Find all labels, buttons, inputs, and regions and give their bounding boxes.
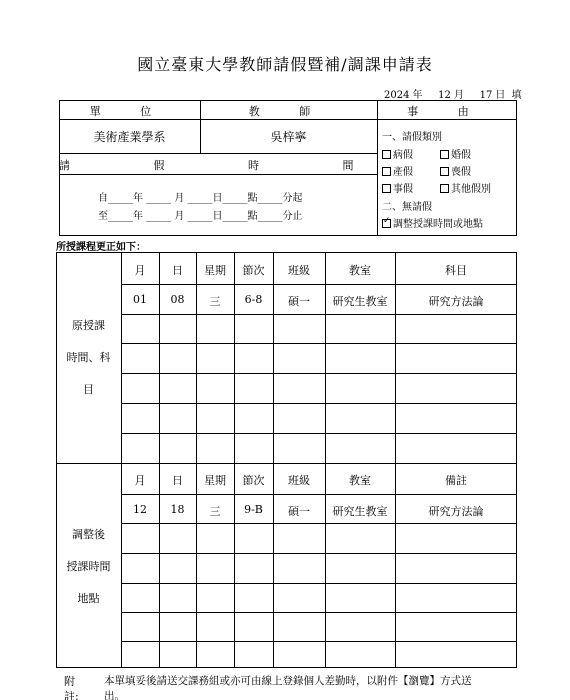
date-month-unit: 月 <box>453 90 464 101</box>
option-label: 事假 <box>393 184 413 195</box>
cell-class: 碩一 <box>288 505 310 518</box>
vline <box>325 252 326 668</box>
side-label-line: 調整後 <box>72 528 105 541</box>
option-marriage-leave[interactable] <box>440 146 471 161</box>
option-other-leave[interactable] <box>440 180 491 195</box>
vline <box>196 252 197 668</box>
adjusted-side-label <box>56 519 121 615</box>
hline <box>121 373 517 374</box>
hline <box>59 119 517 120</box>
cell-day: 18 <box>170 503 185 516</box>
checkbox[interactable] <box>440 167 449 176</box>
cell-month: 01 <box>133 293 147 306</box>
vline <box>121 252 122 668</box>
hline <box>121 494 517 495</box>
option-maternity-leave[interactable] <box>382 163 413 178</box>
cell-subject: 研究方法論 <box>428 295 484 308</box>
note-label-1: 附 <box>64 675 75 688</box>
hline <box>121 523 517 524</box>
side-label-line: 時間、科 <box>66 351 111 364</box>
checkbox[interactable] <box>440 150 449 159</box>
hline <box>121 433 517 434</box>
cell-weekday: 三 <box>209 505 221 518</box>
leave-category-heading: 一、請假類別 <box>382 132 442 143</box>
unit-value: 美術產業學系 <box>93 130 166 144</box>
note-text-1: 本單填妥後請送交課務組或亦可由線上登錄個人差勤時，以附件【瀏覽】方式送 <box>104 675 472 687</box>
checkbox[interactable] <box>382 184 391 193</box>
date-year-unit: 年 <box>412 90 423 101</box>
option-personal-leave[interactable] <box>382 180 413 195</box>
side-label-line: 原授課 <box>72 319 105 332</box>
hline <box>121 553 517 554</box>
cell-room: 研究生教室 <box>332 505 388 518</box>
cell-day: 08 <box>170 293 185 306</box>
teacher-value: 吳梓寧 <box>270 130 307 144</box>
col-header-class: 班級 <box>288 264 310 277</box>
hline <box>121 612 517 613</box>
note-text-2: 出。 <box>104 690 125 700</box>
option-label: 病假 <box>393 150 413 161</box>
option-sick-leave[interactable] <box>382 146 413 161</box>
hline <box>121 314 517 315</box>
vline <box>159 252 160 668</box>
changes-intro: 所授課程更正如下： <box>56 242 146 253</box>
form-title: 國立臺東大學教師請假暨補/調課申請表 <box>137 55 433 74</box>
side-label-line: 授課時間 <box>66 560 111 573</box>
original-side-label <box>56 310 121 406</box>
option-label: 其他假別 <box>451 184 491 195</box>
cell-period: 6-8 <box>244 293 263 306</box>
checkbox[interactable] <box>382 150 391 159</box>
option-label: 喪假 <box>451 167 471 178</box>
col-header-period: 節次 <box>242 264 265 277</box>
vline <box>273 252 274 668</box>
date-month: 12 <box>438 90 451 101</box>
vline <box>234 252 235 668</box>
side-label-line: 地點 <box>77 592 100 605</box>
unit-header: 單 位 <box>89 105 170 118</box>
cell-period: 9-B <box>244 503 263 516</box>
col-header-day: 日 <box>172 474 183 487</box>
date-day: 17 <box>479 90 493 101</box>
hline <box>56 463 517 464</box>
col-header-room: 教室 <box>349 264 371 277</box>
hline <box>121 284 517 285</box>
cell-class: 碩一 <box>288 295 310 308</box>
date-fill: 填 <box>511 90 522 101</box>
hline <box>121 583 517 584</box>
checkbox[interactable] <box>440 184 449 193</box>
checkbox[interactable] <box>382 167 391 176</box>
no-leave-heading: 二、無請假 <box>382 202 432 213</box>
option-funeral-leave[interactable] <box>440 163 471 178</box>
col-header-subject: 科目 <box>445 264 467 277</box>
vline <box>395 252 396 668</box>
col-header-day: 日 <box>172 264 183 277</box>
note-label-2: 註: <box>64 690 79 700</box>
col-header-class: 班級 <box>288 474 310 487</box>
option-label: 調整授課時間或地點 <box>393 219 483 230</box>
col-header-weekday: 星期 <box>204 474 226 487</box>
date-year: 2024 <box>384 90 410 101</box>
date-day-unit: 日 <box>495 90 506 101</box>
side-label-line: 目 <box>83 383 94 396</box>
cell-remarks: 研究方法論 <box>428 505 484 518</box>
option-adjust-schedule[interactable] <box>382 215 483 230</box>
leave-time-from: 自_____年 _____ 月 _____日_____點_____分起 <box>98 193 303 204</box>
col-header-month: 月 <box>134 264 146 277</box>
col-header-period: 節次 <box>242 474 265 487</box>
col-header-month: 月 <box>134 474 146 487</box>
option-label: 產假 <box>393 167 413 178</box>
cell-month: 12 <box>133 503 147 516</box>
cell-room: 研究生教室 <box>332 295 388 308</box>
leave-time-to: 至_____年 _____ 月 _____日_____點_____分止 <box>98 211 303 222</box>
option-label: 婚假 <box>451 150 471 161</box>
teacher-header: 教 師 <box>248 105 329 118</box>
hline <box>59 174 377 175</box>
col-header-weekday: 星期 <box>204 264 226 277</box>
reason-header: 事 由 <box>407 105 487 118</box>
hline <box>121 343 517 344</box>
col-header-remarks: 備註 <box>445 474 467 487</box>
hline <box>121 403 517 404</box>
leave-time-header: 請 假 時 間 <box>59 159 394 172</box>
date-line <box>384 86 525 101</box>
cell-weekday: 三 <box>209 295 221 308</box>
hline <box>121 641 517 642</box>
hline <box>59 153 377 154</box>
col-header-room: 教室 <box>349 474 371 487</box>
checkbox-checked[interactable] <box>382 219 391 228</box>
